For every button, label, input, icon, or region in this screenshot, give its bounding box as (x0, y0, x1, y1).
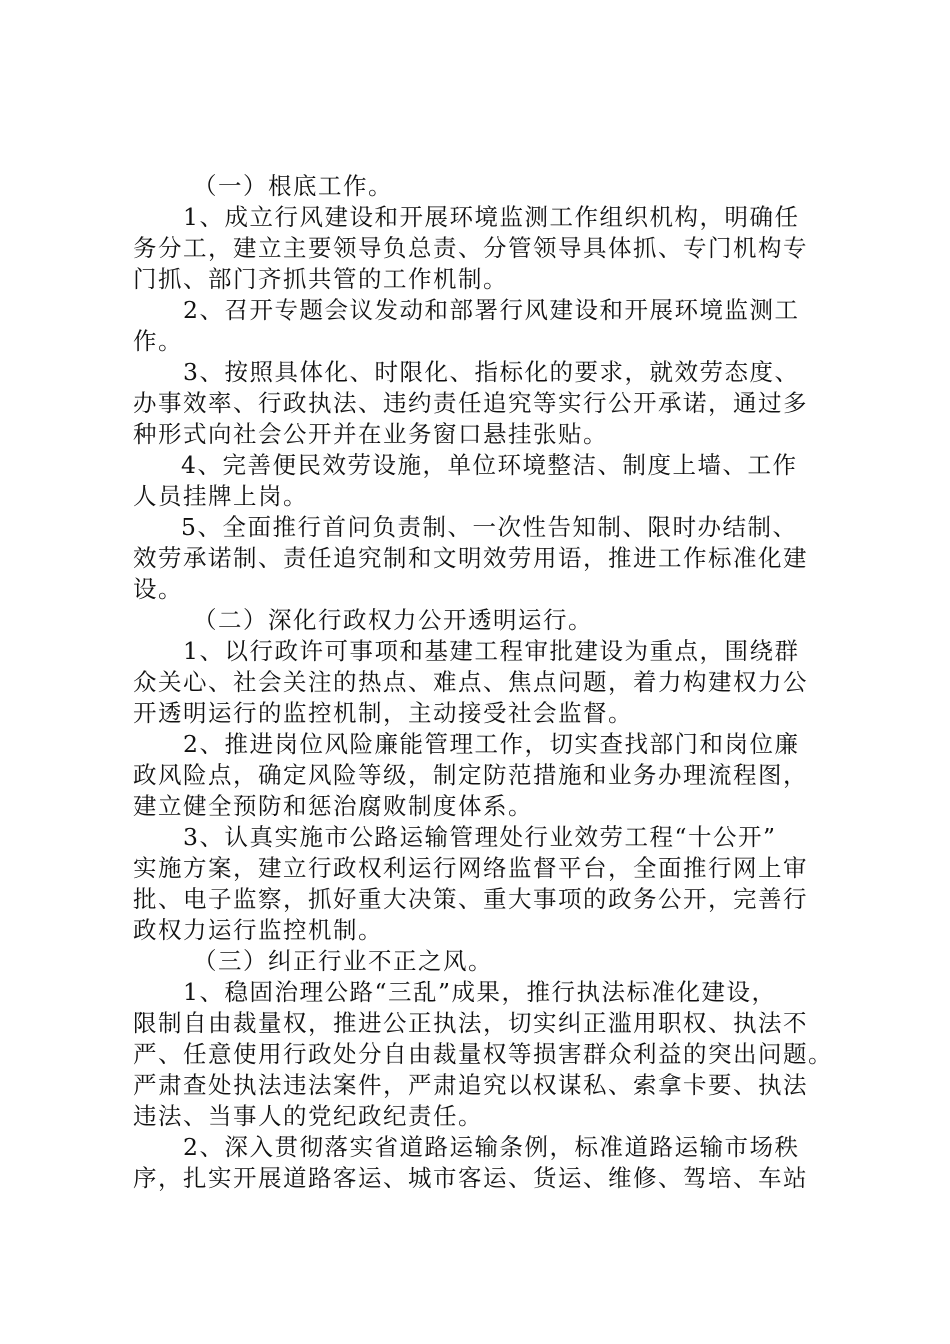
paragraph-line: 实施方案，建立行政权利运行网络监督平台，全面推行网上审 (133, 854, 808, 882)
paragraph-line: 批、电子监察，抓好重大决策、重大事项的政务公开，完善行 (133, 885, 808, 913)
paragraph-line: 作。 (133, 327, 183, 355)
paragraph-line: 5、全面推行首问负责制、一次性告知制、限时办结制、 (181, 513, 798, 541)
paragraph-line: 办事效率、行政执法、违约责任追究等实行公开承诺，通过多 (133, 389, 808, 417)
paragraph-line: 1、成立行风建设和开展环境监测工作组织机构，明确任 (183, 203, 800, 231)
paragraph-line: 设。 (133, 575, 183, 603)
paragraph (133, 450, 843, 512)
paragraph-line: 开透明运行的监控机制，主动接受社会监督。 (133, 699, 633, 727)
paragraph-line: 人员挂牌上岗。 (133, 482, 308, 510)
paragraph (133, 357, 843, 450)
paragraph-line: 3、按照具体化、时限化、指标化的要求，就效劳态度、 (183, 358, 800, 386)
paragraph-line: 4、完善便民效劳设施，单位环境整洁、制度上墙、工作 (181, 451, 798, 479)
paragraph-line: 政风险点，确定风险等级，制定防范措施和业务办理流程图， (133, 761, 808, 789)
paragraph (133, 202, 843, 295)
section-heading: （一）根底工作。 (193, 172, 393, 200)
paragraph-line: 2、深入贯彻落实省道路运输条例，标准道路运输市场秩 (183, 1133, 800, 1161)
document-body (133, 171, 843, 1194)
paragraph-line: 1、以行政许可事项和基建工程审批建设为重点，围绕群 (183, 637, 800, 665)
paragraph-line: 严肃查处执法违法案件，严肃追究以权谋私、索拿卡要、执法 (133, 1071, 808, 1099)
paragraph-line: 限制自由裁量权，推进公正执法，切实纠正滥用职权、执法不 (133, 1009, 808, 1037)
paragraph (133, 977, 843, 1132)
paragraph (133, 822, 843, 946)
section-heading: （三）纠正行业不正之风。 (193, 947, 493, 975)
paragraph-line: 政权力运行监控机制。 (133, 916, 383, 944)
paragraph (133, 729, 843, 822)
paragraph-line: 种形式向社会公开并在业务窗口悬挂张贴。 (133, 420, 608, 448)
paragraph-line: 门抓、部门齐抓共管的工作机制。 (133, 265, 508, 293)
section-heading: （二）深化行政权力公开透明运行。 (193, 606, 593, 634)
paragraph-line: 3、认真实施市公路运输管理处行业效劳工程“十公开” (183, 823, 777, 851)
paragraph (133, 636, 843, 729)
paragraph-line: 效劳承诺制、责任追究制和文明效劳用语，推进工作标准化建 (133, 544, 808, 572)
paragraph-line: 2、推进岗位风险廉能管理工作，切实查找部门和岗位廉 (183, 730, 800, 758)
paragraph-line: 建立健全预防和惩治腐败制度体系。 (133, 792, 533, 820)
paragraph-line: 1、稳固治理公路“三乱”成果，推行执法标准化建设， (183, 978, 777, 1006)
paragraph-line: 2、召开专题会议发动和部署行风建设和开展环境监测工 (183, 296, 800, 324)
paragraph-line: 众关心、社会关注的热点、难点、焦点问题，着力构建权力公 (133, 668, 808, 696)
paragraph-line: 违法、当事人的党纪政纪责任。 (133, 1102, 483, 1130)
paragraph-line: 序，扎实开展道路客运、城市客运、货运、维修、驾培、车站 (133, 1164, 808, 1192)
paragraph (133, 1132, 843, 1194)
paragraph (133, 512, 843, 605)
paragraph (133, 295, 843, 357)
paragraph-line: 严、任意使用行政处分自由裁量权等损害群众利益的突出问题。 (133, 1040, 833, 1068)
paragraph-line: 务分工，建立主要领导负总责、分管领导具体抓、专门机构专 (133, 234, 808, 262)
